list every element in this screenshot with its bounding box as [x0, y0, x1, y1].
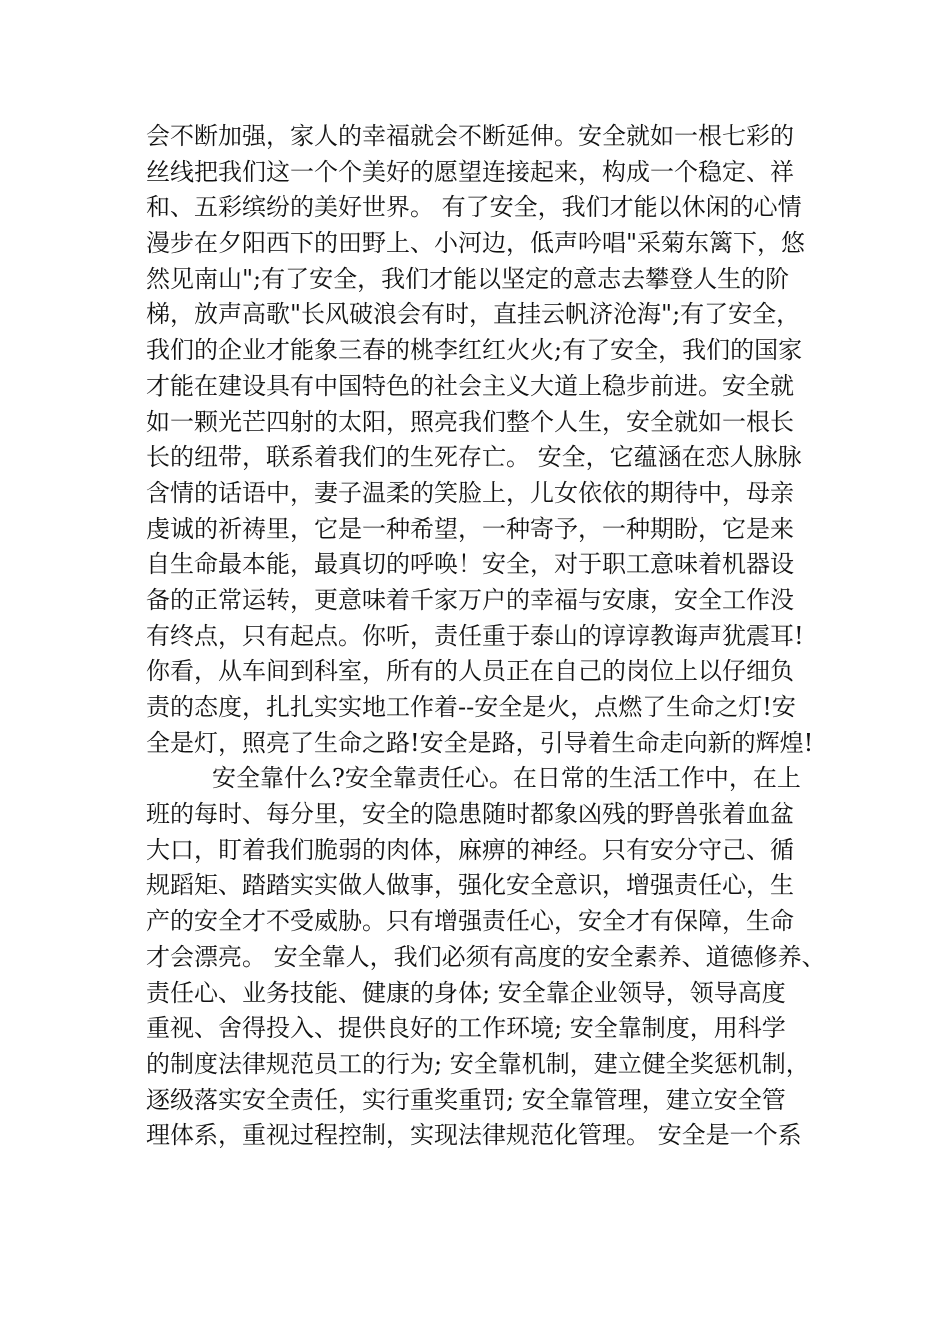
text-line: 自生命最本能，最真切的呼唤！安全，对于职工意味着机器设: [146, 550, 794, 579]
text-line: 的制度法律规范员工的行为; 安全靠机制，建立健全奖惩机制，: [146, 1049, 810, 1078]
text-line: 我们的企业才能象三春的桃李红红火火;有了安全，我们的国家: [146, 336, 803, 365]
text-line: 和、五彩缤纷的美好世界。 有了安全，我们才能以休闲的心情: [146, 193, 802, 222]
body-text: [146, 119, 826, 1154]
text-line: 会不断加强，家人的幸福就会不断延伸。安全就如一根七彩的: [146, 122, 794, 150]
text-line: 才会漂亮。 安全靠人，我们必须有高度的安全素养、道德修养、: [146, 942, 826, 971]
text-line: 长的纽带，联系着我们的生死存亡。 安全，它蕴涵在恋人脉脉: [146, 443, 802, 472]
text-line: 产的安全才不受威胁。只有增强责任心，安全才有保障，生命: [146, 907, 794, 936]
text-line: 逐级落实安全责任，实行重奖重罚; 安全靠管理，建立安全管: [146, 1085, 786, 1114]
text-line: 重视、舍得投入、提供良好的工作环境; 安全靠制度，用科学: [146, 1014, 786, 1043]
text-line: 班的每时、每分里，安全的隐患随时都象凶残的野兽张着血盆: [146, 800, 794, 829]
text-line: 然见南山";有了安全，我们才能以坚定的意志去攀登人生的阶: [146, 264, 790, 293]
text-line: 你看，从车间到科室，所有的人员正在自己的岗位上以仔细负: [146, 657, 794, 686]
text-line: 备的正常运转，更意味着千家万户的幸福与安康，安全工作没: [146, 585, 794, 614]
text-line: 含情的话语中，妻子温柔的笑脸上，儿女依依的期待中，母亲: [146, 478, 794, 507]
text-line: 全是灯，照亮了生命之路!安全是路，引导着生命走向新的辉煌!: [146, 728, 814, 757]
text-line: 才能在建设具有中国特色的社会主义大道上稳步前进。安全就: [146, 371, 794, 400]
text-line: 漫步在夕阳西下的田野上、小河边，低声吟唱"采菊东篱下，悠: [146, 229, 806, 258]
text-line: 责的态度，扎扎实实地工作着--安全是火，点燃了生命之灯!安: [146, 693, 796, 721]
text-line: 梯，放声高歌"长风破浪会有时，直挂云帆济沧海";有了安全，: [146, 300, 801, 329]
paragraph-first-line: 安全靠什么?安全靠责任心。在日常的生活工作中，在上: [212, 764, 801, 793]
text-line: 理体系，重视过程控制，实现法律规范化管理。 安全是一个系: [146, 1121, 802, 1150]
text-line: 责任心、业务技能、健康的身体; 安全靠企业领导，领导高度: [146, 978, 786, 1007]
text-line: 规蹈矩、踏踏实实做人做事，强化安全意识，增强责任心，生: [146, 871, 794, 900]
text-line: 虔诚的祈祷里，它是一种希望，一种寄予，一种期盼，它是来: [146, 514, 794, 543]
text-line: 丝线把我们这一个个美好的愿望连接起来，构成一个稳定、祥: [146, 157, 794, 186]
text-line: 如一颗光芒四射的太阳，照亮我们整个人生，安全就如一根长: [146, 407, 794, 436]
text-line: 有终点，只有起点。你听，责任重于泰山的谆谆教诲声犹震耳!: [146, 621, 804, 650]
text-line: 大口，盯着我们脆弱的肉体，麻痹的神经。只有安分守己、循: [146, 835, 794, 864]
